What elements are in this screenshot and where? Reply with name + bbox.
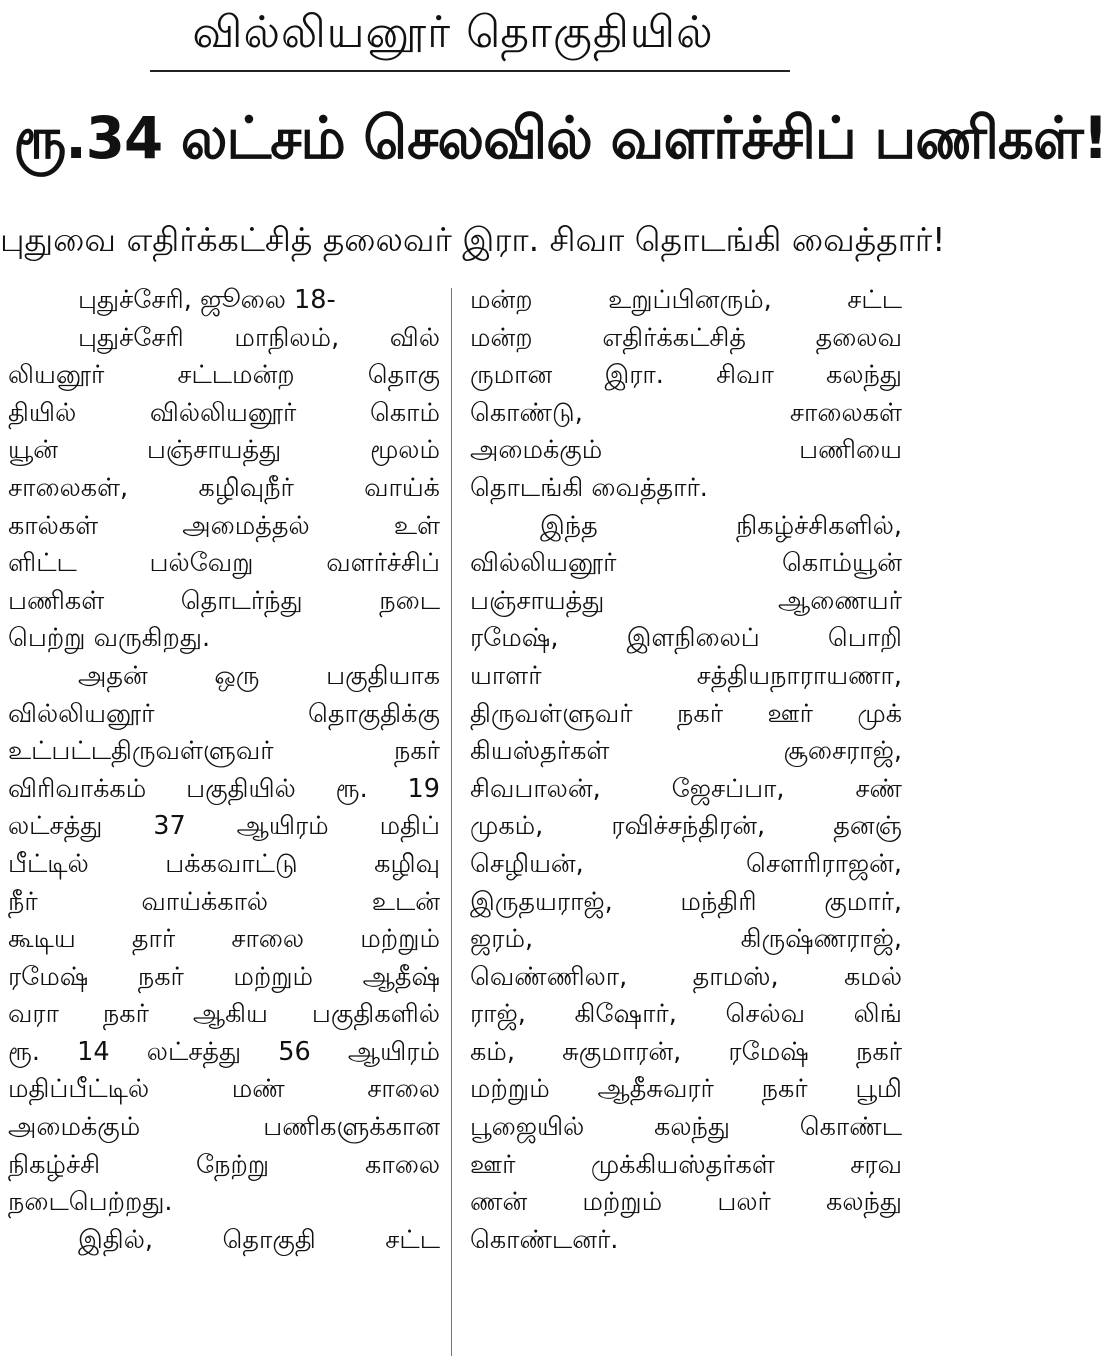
body-line: அமைக்கும் பணியை: [470, 435, 902, 466]
body-line: ரமேஷ் நகர் மற்றும் ஆதீஷ்: [8, 961, 440, 992]
body-line: ஊர் முக்கியஸ்தர்கள் சரவ: [470, 1149, 902, 1180]
body-line: ணன் மற்றும் பலர் கலந்து: [470, 1187, 902, 1218]
body-line: கொண்டு, சாலைகள்: [470, 397, 902, 428]
kicker-headline: வில்லியனூர் தொகுதியில்: [192, 7, 714, 58]
body-line: பூஜையில் கலந்து கொண்ட: [470, 1112, 902, 1143]
body-line: வரா நகர் ஆகிய பகுதிகளில்: [8, 999, 440, 1030]
body-line: உட்பட்டதிருவள்ளுவர் நகர்: [8, 736, 440, 767]
body-line: சிவபாலன், ஜேசப்பா, சண்: [470, 773, 902, 804]
article-column-right: [470, 282, 902, 1259]
body-line: மற்றும் ஆதீசுவரர் நகர் பூமி: [470, 1074, 902, 1105]
body-line: மன்ற எதிர்க்கட்சித் தலைவ: [470, 322, 902, 353]
body-line: யாளர் சத்தியநாராயணா,: [470, 660, 902, 691]
body-line: சாலைகள், கழிவுநீர் வாய்க்: [8, 472, 440, 503]
body-line: தியில் வில்லியனூர் கொம்: [8, 397, 440, 428]
body-line: ரமேஷ், இளநிலைப் பொறி: [470, 623, 902, 654]
body-line: அதன் ஒரு பகுதியாக: [78, 660, 440, 691]
body-line: லியனூர் சட்டமன்ற தொகு: [8, 360, 440, 391]
body-line: வில்லியனூர் தொகுதிக்கு: [8, 698, 440, 729]
body-line: பஞ்சாயத்து ஆணையர்: [470, 585, 902, 616]
body-line: ஜரம், கிருஷ்ணராஜ்,: [470, 924, 902, 955]
kicker-underline: [150, 70, 790, 72]
body-line: யூன் பஞ்சாயத்து மூலம்: [8, 435, 440, 466]
body-line: லட்சத்து 37 ஆயிரம் மதிப்: [8, 811, 440, 842]
body-line: ராஜ், கிஷோர், செல்வ லிங்: [470, 999, 902, 1030]
body-line: நடைபெற்றது.: [8, 1187, 173, 1218]
main-headline: ரூ.34 லட்சம் செலவில் வளர்ச்சிப் பணிகள்!: [13, 104, 1107, 172]
body-line: இந்த நிகழ்ச்சிகளில்,: [540, 510, 902, 541]
body-line: முகம், ரவிச்சந்திரன், தனஞ்: [470, 811, 902, 842]
body-line: மதிப்பீட்டில் மண் சாலை: [8, 1074, 440, 1105]
body-line: கியஸ்தர்கள் சூசைராஜ்,: [470, 736, 902, 767]
body-line: இருதயராஜ், மந்திரி குமார்,: [470, 886, 902, 917]
body-line: நீர் வாய்க்கால் உடன்: [8, 886, 440, 917]
body-line: கால்கள் அமைத்தல் உள்: [8, 510, 440, 541]
body-line: பெற்று வருகிறது.: [8, 623, 211, 654]
sub-headline: புதுவை எதிர்க்கட்சித் தலைவர் இரா. சிவா தொடங்கி வைத்தார்!: [0, 220, 946, 259]
body-line: கம், சுகுமாரன், ரமேஷ் நகர்: [470, 1036, 902, 1067]
body-line: இதில், தொகுதி சட்ட: [78, 1224, 440, 1255]
body-line: நிகழ்ச்சி நேற்று காலை: [8, 1149, 440, 1180]
body-line: பீட்டில் பக்கவாட்டு கழிவு: [8, 848, 440, 879]
body-line: அமைக்கும் பணிகளுக்கான: [8, 1112, 440, 1143]
body-line: வில்லியனூர் கொம்யூன்: [470, 548, 902, 579]
body-line: கொண்டனர்.: [470, 1224, 619, 1255]
body-line: வெண்ணிலா, தாமஸ், கமல்: [470, 961, 902, 992]
body-line: புதுச்சேரி மாநிலம், வில்: [78, 322, 440, 353]
body-line: விரிவாக்கம் பகுதியில் ரூ. 19: [8, 773, 440, 804]
body-line: ரூ. 14 லட்சத்து 56 ஆயிரம்: [8, 1036, 440, 1067]
body-line: கூடிய தார் சாலை மற்றும்: [8, 924, 440, 955]
body-line: திருவள்ளுவர் நகர் ஊர் முக்: [470, 698, 902, 729]
body-line: ருமான இரா. சிவா கலந்து: [470, 360, 902, 391]
article-column-left: [8, 282, 440, 1259]
body-line: செழியன், சௌரிராஜன்,: [470, 848, 902, 879]
body-line: பணிகள் தொடர்ந்து நடை: [8, 585, 440, 616]
dateline: புதுச்சேரி, ஜூலை 18-: [78, 285, 336, 315]
body-line: ளிட்ட பல்வேறு வளர்ச்சிப்: [8, 548, 440, 579]
body-line: மன்ற உறுப்பினரும், சட்ட: [470, 285, 902, 315]
column-divider: [451, 288, 452, 1356]
body-line: தொடங்கி வைத்தார்.: [470, 472, 708, 503]
